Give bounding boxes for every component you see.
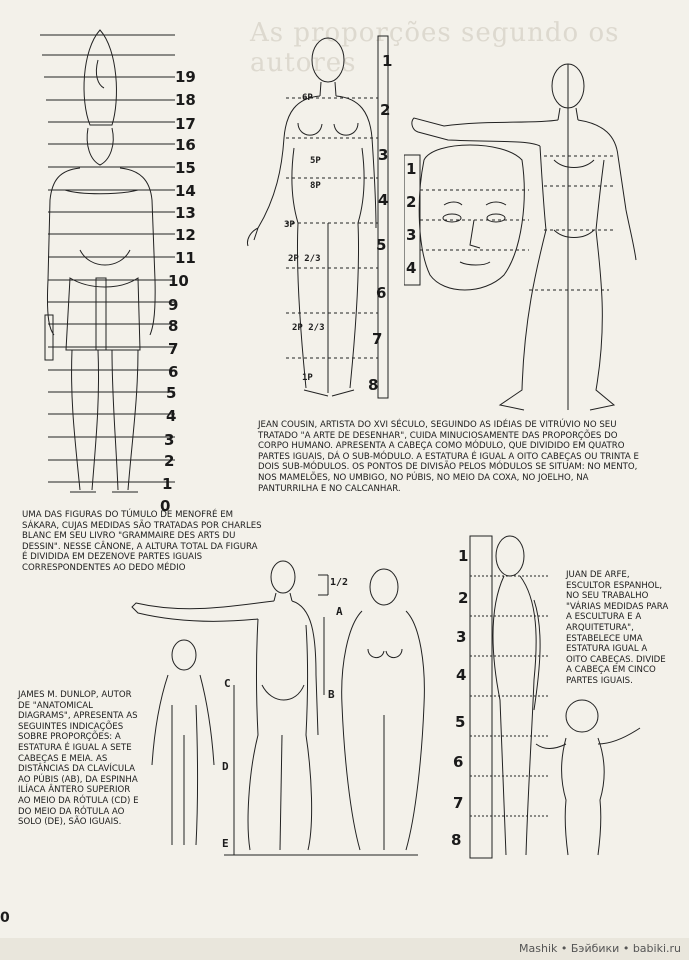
cousin-head-scale-1: 1 bbox=[406, 160, 417, 178]
dunlop-letter-a: A bbox=[336, 605, 343, 618]
egyptian-scale-7: 7 bbox=[168, 340, 179, 358]
egyptian-scale-9: 9 bbox=[168, 296, 179, 314]
egyptian-scale-16: 16 bbox=[175, 136, 196, 154]
cousin-scale-6: 6 bbox=[376, 284, 387, 302]
cousin-figure-drawing bbox=[236, 28, 406, 408]
dunlop-caption: JAMES M. DUNLOP, AUTOR DE "ANATOMICAL DIAGRAMS", APRESENTA AS SEGUINTES INDICAÇÕES SOBRE PROPORÇÕES: A ESTATURA É IGUAL A SETE CABEÇAS E MEIA. AS DISTÂNCIAS DA CLAVÍCULA AO PÚBIS (AB), DA ESPINHA ILÍACA ÂNTERO SUPERIOR AO MEIO DA RÓTULA (CD) E DO MEIO DA RÓTULA AO SOLO (DE), SÃO IGUAIS. bbox=[18, 690, 139, 828]
cousin-mark-6p: 6P bbox=[302, 93, 313, 103]
egyptian-scale-14: 14 bbox=[175, 182, 196, 200]
egyptian-caption: UMA DAS FIGURAS DO TÚMULO DE MENOFRÉ EM SÁKARA, CUJAS MEDIDAS SÃO TRATADAS POR CHARLES BLANC EM SEU LIVRO "GRAMMAIRE DES ARTS DU DESSIN". NESSE CÂNONE, A ALTURA TOTAL DA FIGURA É DIVIDIDA EM DEZENOVE PARTES IGUAIS CORRESPONDENTES AO DEDO MÉDIO bbox=[22, 510, 262, 573]
cousin-male-drawing bbox=[404, 60, 644, 420]
arfe-caption: JUAN DE ARFE, ESCULTOR ESPANHOL, NO SEU TRABALHO "VÁRIAS MEDIDAS PARA A ESCULTURA E A ARQUITETURA", ESTABELECE UMA ESTATURA IGUAL A OITO CABEÇAS. DIVIDE A CABEÇA EM CINCO PARTES IGUAIS. bbox=[566, 570, 669, 686]
cousin-scale-7: 7 bbox=[372, 330, 383, 348]
arfe-scale-2: 2 bbox=[458, 589, 469, 607]
page-number: 0 bbox=[0, 910, 10, 926]
dunlop-letter-b: B bbox=[328, 688, 335, 701]
cousin-scale-4: 4 bbox=[378, 191, 389, 209]
egyptian-scale-18: 18 bbox=[175, 91, 196, 109]
egyptian-scale-11: 11 bbox=[175, 249, 196, 267]
egyptian-scale-13: 13 bbox=[175, 204, 196, 222]
cousin-male-figure bbox=[404, 60, 644, 420]
egyptian-scale-3: 3 bbox=[164, 431, 175, 449]
egyptian-figure bbox=[20, 20, 200, 515]
egyptian-scale-5: 5 bbox=[166, 384, 177, 402]
cousin-scale-5: 5 bbox=[376, 236, 387, 254]
egyptian-scale-4: 4 bbox=[166, 407, 177, 425]
dunlop-letter-e: E bbox=[222, 837, 229, 850]
dunlop-letter-d: D bbox=[222, 760, 229, 773]
arfe-scale-3: 3 bbox=[456, 628, 467, 646]
dunlop-figures-drawing bbox=[128, 555, 428, 860]
egyptian-scale-2: 2 bbox=[164, 452, 175, 470]
cousin-mark-3p: 3P bbox=[284, 220, 295, 230]
egyptian-scale-0: 0 bbox=[160, 497, 171, 515]
egyptian-scale-6: 6 bbox=[168, 363, 179, 381]
cousin-scale-1: 1 bbox=[382, 52, 393, 70]
cousin-scale-3: 3 bbox=[378, 146, 389, 164]
egyptian-scale-17: 17 bbox=[175, 115, 196, 133]
dunlop-fraction: 1/2 bbox=[330, 577, 349, 588]
watermark-text: Mashik • Бэйбики • babiki.ru bbox=[519, 942, 681, 955]
dunlop-letter-c: C bbox=[224, 677, 231, 690]
arfe-scale-8: 8 bbox=[451, 831, 462, 849]
cousin-head-scale-3: 3 bbox=[406, 226, 417, 244]
cousin-caption: JEAN COUSIN, ARTISTA DO XVI SÉCULO, SEGUINDO AS IDÉIAS DE VITRÚVIO NO SEU TRATADO "A ARTE DE DESENHAR", CUIDA MINUCIOSAMENTE DAS PROPORÇÕES DO CORPO HUMANO. APRESENTA A CABEÇA COMO MÓDULO, QUE DIVIDIDO EM QUATRO PARTES IGUAIS, DÁ O SUB-MÓDULO. A ESTATURA É IGUAL A OITO CABEÇAS OU TRINTA E DOIS SUB-MÓDULOS. OS PONTOS DE DIVISÃO PELOS MÓDULOS SE SITUAM: NO MENTO, NOS MAMELÕES, NO UMBIGO, NO PÚBIS, NO MEIO DA COXA, NO JOELHO, NA PANTURRILHA E NO CALCANHAR. bbox=[258, 420, 639, 494]
egyptian-scale-19: 19 bbox=[175, 68, 196, 86]
background-heading: As proporções segundo os autores bbox=[250, 18, 620, 78]
cousin-head-scale-4: 4 bbox=[406, 259, 417, 277]
cousin-mark-2p-a: 2P 2/3 bbox=[288, 254, 321, 264]
cousin-scale-2: 2 bbox=[380, 101, 391, 119]
egyptian-scale-10: 10 bbox=[168, 272, 189, 290]
egyptian-scale-8: 8 bbox=[168, 317, 179, 335]
arfe-scale-5: 5 bbox=[455, 713, 466, 731]
cousin-scale-8: 8 bbox=[368, 376, 379, 394]
cousin-mark-2p-b: 2P 2/3 bbox=[292, 323, 325, 333]
cousin-mark-5p: 5P bbox=[310, 156, 321, 166]
watermark-bar bbox=[0, 938, 689, 960]
arfe-scale-1: 1 bbox=[458, 547, 469, 565]
cousin-head-scale-2: 2 bbox=[406, 193, 417, 211]
dunlop-figures bbox=[128, 555, 428, 860]
egyptian-scale-1: 1 bbox=[162, 475, 173, 493]
arfe-scale-6: 6 bbox=[453, 753, 464, 771]
arfe-scale-4: 4 bbox=[456, 666, 467, 684]
cousin-mark-8p: 8P bbox=[310, 181, 321, 191]
arfe-scale-7: 7 bbox=[453, 794, 464, 812]
cousin-mark-1p: 1P bbox=[302, 373, 313, 383]
egyptian-scale-12: 12 bbox=[175, 226, 196, 244]
egyptian-scale-15: 15 bbox=[175, 159, 196, 177]
cousin-figure bbox=[236, 28, 406, 408]
